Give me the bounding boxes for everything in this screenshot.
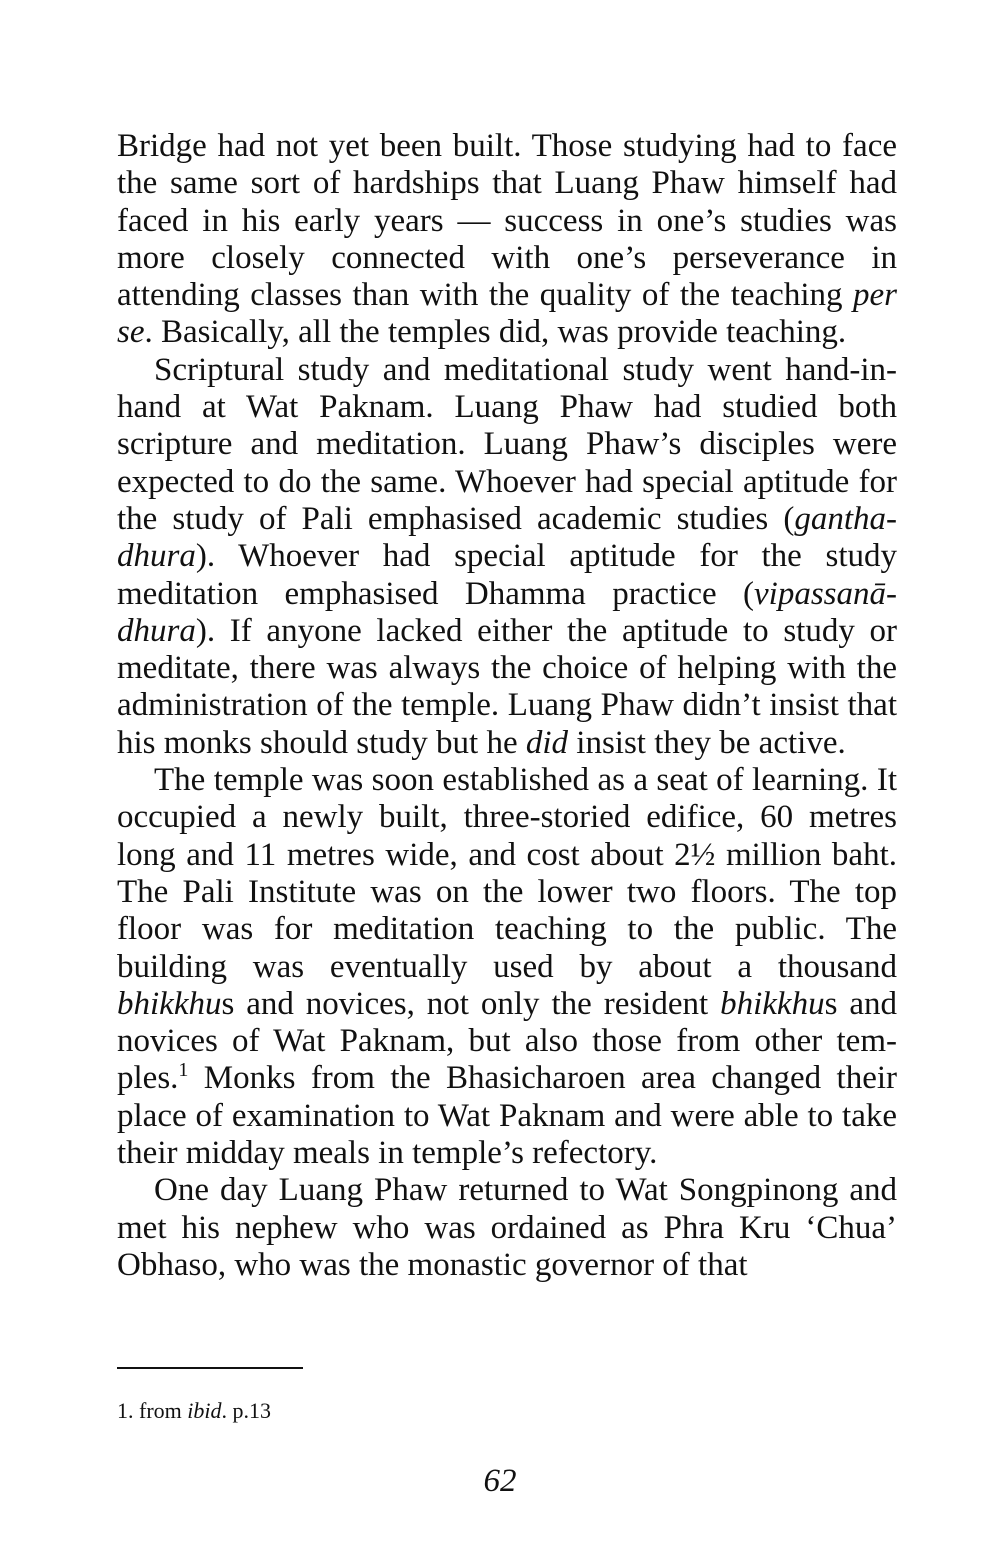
text-run: The temple was soon established as a seat of learning. It occupied a newly built, three-storied edifice, 60 metres long and 11 metres wide, and cost about 2½ million baht. The Pali Institute was on the lower two floors. The top floor was for meditation teaching to the public. The building was eventually used by about a thousand xyxy=(117,762,897,985)
text-run: ). If anyone lacked either the aptitude to study or meditate, there was always the choice of helping with the administration of the temple. Luang Phaw didn’t insist that his monks should study but he xyxy=(117,612,897,761)
text-run: s and novices of Wat Paknam, but also those from other temples. xyxy=(117,985,897,1097)
footnote-italic: ibid xyxy=(187,1398,222,1423)
footnote xyxy=(117,1398,271,1424)
text-run: Scriptural study and meditational study went hand-in-hand at Wat Paknam. Luang Phaw had studied both scripture and meditation. Luang Phaw’s disciples were expected to do the same. Whoever had special aptitude for the study of Pali emphasised academic studies ( xyxy=(117,351,897,537)
text-run: One day Luang Phaw returned to Wat Songpinong and met his nephew who was ordained as Phra Kru ‘Chua’ Obhaso, who was the monastic governor of that xyxy=(117,1172,897,1283)
footnote-number: 1. xyxy=(117,1398,134,1423)
footnote-marker: 1 xyxy=(178,1059,189,1082)
page-body xyxy=(117,128,897,1284)
paragraph-1 xyxy=(117,128,897,352)
italic-term: gantha-dhura xyxy=(117,500,897,575)
italic-term: did xyxy=(525,724,569,761)
text-run: Bridge had not yet been built. Those studying had to face the same sort of hardships that Luang Phaw himself had faced in his early years — success in one’s studies was more closely connected with one’s perseverance in attending classes than with the quality of the teaching xyxy=(117,128,897,314)
paragraph-3 xyxy=(117,762,897,1172)
text-run: ). Whoever had special aptitude for the study meditation emphasised Dhamma practice ( xyxy=(117,538,897,612)
footnote-divider xyxy=(117,1367,303,1369)
paragraph-2 xyxy=(117,352,897,762)
footnote-prefix: from xyxy=(133,1398,188,1423)
text-run: Monks from the Bhasicharoen area changed their place of examination to Wat Paknam and were able to take their midday meals in temple’s refectory. xyxy=(117,1060,897,1172)
paragraph-4 xyxy=(117,1172,897,1284)
footnote-suffix: . p.13 xyxy=(221,1398,271,1423)
text-run: s and novices, not only the resident xyxy=(221,985,721,1022)
italic-term: bhikkhu xyxy=(117,985,222,1022)
italic-term: vipassanā-dhura xyxy=(117,575,897,649)
text-run: insist they be active. xyxy=(568,724,846,761)
italic-term: per se xyxy=(117,277,897,351)
page-number: 62 xyxy=(483,1463,517,1499)
text-run: . Basically, all the temples did, was provide teaching. xyxy=(144,314,847,351)
italic-term: bhikkhu xyxy=(720,985,825,1022)
